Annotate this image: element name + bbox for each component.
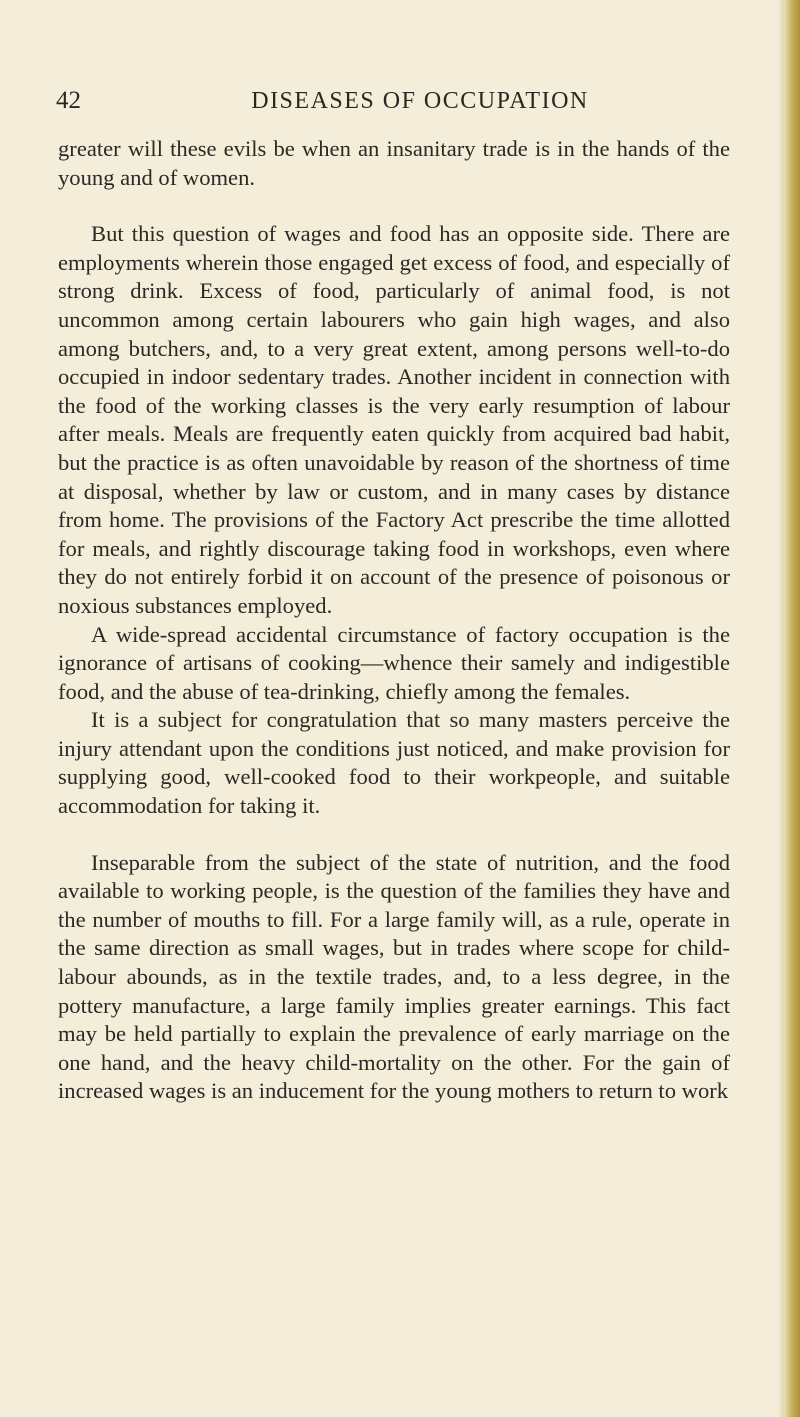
paragraph-families: Inseparable from the subject of the state of nutrition, and the food available to working people, is the question of the families they have and the number of mouths to fill. For a large family will, as a rule, operate in the same direction as small wages, but in trades where scope for child-labour abounds, as in the textile trades, and, to a less degree, in the pottery manufacture, a large family implies greater earnings. This fact may be held partially to explain the prevalence of early marriage on the one hand, and the heavy child-mortality on the other. For the gain of increased wages is an inducement for the young mothers to return to work bbox=[58, 849, 730, 1104]
body-text bbox=[58, 135, 730, 1106]
paragraph-masters-provision: It is a subject for congratulation that so many masters perceive the injury attendant upon the conditions just noticed, and make provision for supplying good, well-cooked food to their workpeople, and suitable accommodation for taking it. bbox=[58, 707, 730, 819]
page-header bbox=[56, 84, 736, 118]
paragraph-cooking-ignorance: A wide-spread accidental circumstance of factory occupation is the ignorance of artisans of cooking—whence their samely and indigestible food, and the abuse of tea-drinking, chiefly among the females. bbox=[58, 621, 730, 704]
running-title: DISEASES OF OCCUPATION bbox=[251, 88, 589, 114]
page-number: 42 bbox=[56, 87, 81, 114]
paragraph-continuation: greater will these evils be when an insanitary trade is in the hands of the young and of women. bbox=[58, 136, 730, 190]
paragraph-wages-and-food: But this question of wages and food has an opposite side. There are employments wherein those engaged get excess of food, and especially of strong drink. Excess of food, particularly of animal food, is not uncommon among certain labourers who gain high wages, and also among butchers, and, to a very great extent, among persons well-to-do occupied in indoor sedentary trades. Another incident in connection with the food of the working classes is the very early resumption of labour after meals. Meals are frequently eaten quickly from acquired bad habit, but the practice is as often unavoidable by reason of the shortness of time at disposal, whether by law or custom, and in many cases by distance from home. The provisions of the Factory Act prescribe the time allotted for meals, and rightly discourage taking food in workshops, even where they do not entirely forbid it on account of the presence of poisonous or noxious substances employed. bbox=[58, 221, 730, 618]
page-edge bbox=[784, 0, 800, 1417]
